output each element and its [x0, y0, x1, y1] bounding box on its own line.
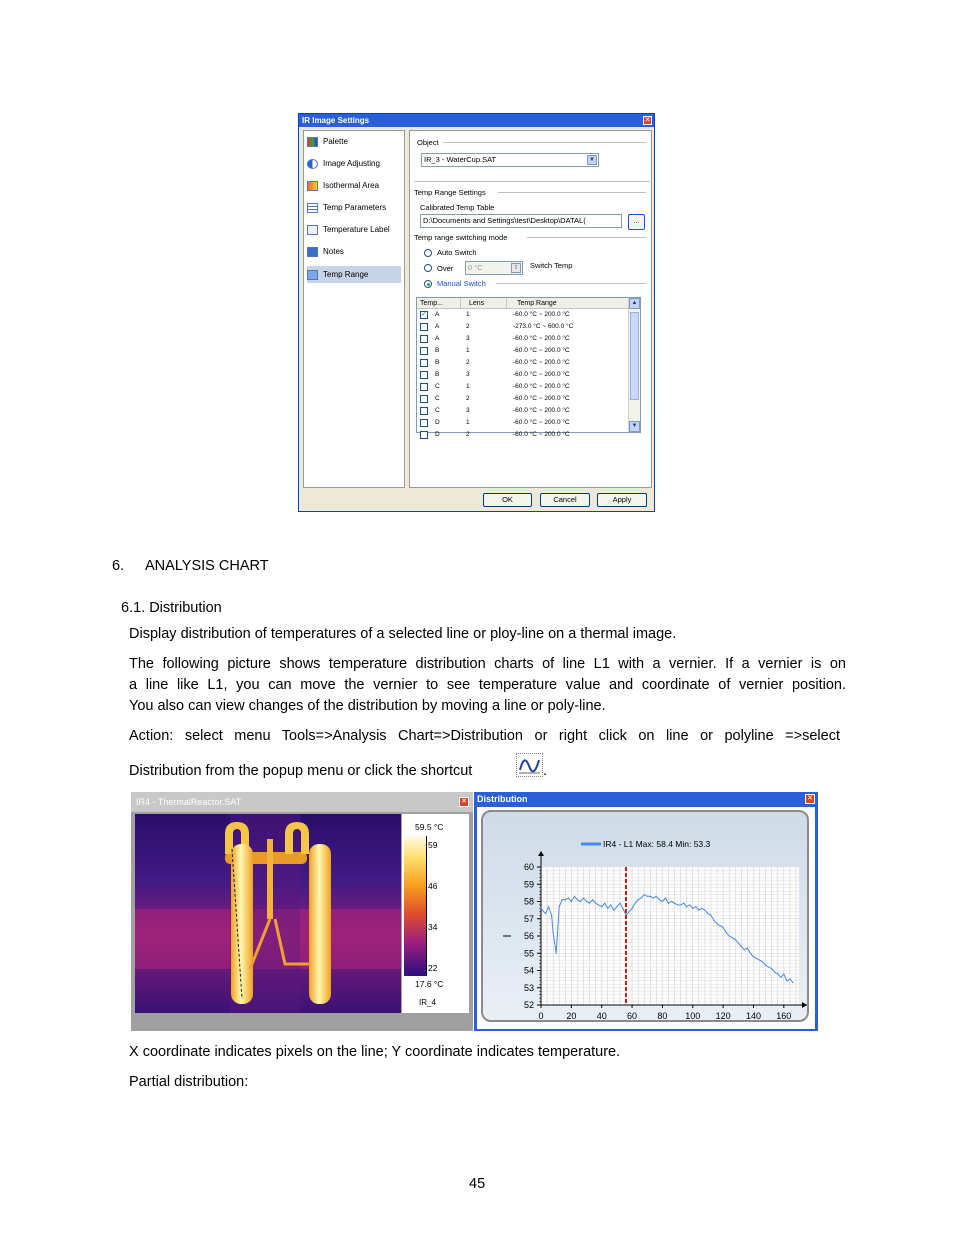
paragraph-3-line-1: Action: select menu Tools=>Analysis Chart=>Distribution or right click on line or polyline =>select [129, 728, 840, 744]
x-axis-arrow-icon [802, 1002, 807, 1008]
settings-nav [303, 130, 405, 488]
data-point [577, 899, 578, 900]
temp-range-settings-label: Temp Range Settings [414, 188, 486, 197]
temp-range-panel [409, 130, 652, 488]
y-tick-label: 58 [523, 896, 534, 907]
row-checkbox[interactable] [420, 431, 428, 439]
row-checkbox[interactable] [420, 419, 428, 427]
row-lens: 1 [466, 311, 470, 318]
data-point [698, 910, 699, 911]
row-temp-range: -60.0 °C ~ 200.0 °C [513, 383, 570, 390]
image-adjust-icon [307, 159, 318, 169]
data-point [680, 904, 681, 905]
data-point [589, 903, 590, 904]
over-temp-value: 0 °C [468, 263, 483, 272]
data-point [580, 901, 581, 902]
paragraph-3-line-2: Distribution from the popup menu or click the shortcut [129, 763, 473, 779]
data-point [562, 899, 563, 900]
browse-button[interactable]: ... [628, 214, 645, 230]
data-point [553, 932, 554, 933]
legend-tick: 22 [428, 963, 438, 973]
dialog-close-button[interactable]: ✕ [644, 117, 651, 124]
table-scrollbar[interactable] [628, 298, 640, 432]
scroll-down-icon[interactable]: ▼ [629, 421, 640, 432]
row-checkbox[interactable] [420, 371, 428, 379]
y-tick-label: 59 [523, 879, 534, 890]
data-point [595, 903, 596, 904]
col-header-lens[interactable]: Lens [461, 298, 507, 309]
data-point [601, 906, 602, 907]
notes-icon [307, 247, 318, 257]
col-header-temp[interactable]: Temp... [417, 298, 461, 309]
row-temp-range: -60.0 °C ~ 200.0 °C [513, 347, 570, 354]
row-lens: 2 [466, 323, 470, 330]
data-point [647, 896, 648, 897]
scroll-thumb[interactable] [630, 312, 639, 400]
data-point [774, 972, 775, 973]
data-point [780, 977, 781, 978]
nav-label: Temp Range [323, 270, 369, 279]
nav-label: Temp Parameters [323, 203, 387, 212]
section-title: ANALYSIS CHART [145, 558, 269, 574]
table-row[interactable] [417, 405, 629, 417]
nav-label: Temperature Label [323, 225, 390, 234]
y-tick-label: 60 [523, 862, 534, 872]
data-point [674, 903, 675, 904]
row-lens: 3 [466, 371, 470, 378]
data-point [701, 908, 702, 909]
close-icon[interactable]: ✕ [805, 794, 815, 804]
data-point [622, 908, 623, 909]
row-checkbox[interactable] [420, 383, 428, 391]
nav-label: Palette [323, 137, 348, 146]
distribution-chart[interactable] [483, 812, 807, 1020]
row-checkbox[interactable] [420, 347, 428, 355]
nav-label: Notes [323, 247, 344, 256]
auto-switch-label: Auto Switch [437, 248, 477, 257]
data-point [747, 947, 748, 948]
row-temp: C [435, 395, 440, 402]
row-temp: C [435, 383, 440, 390]
object-label: Object [417, 138, 439, 147]
y-tick-label: 52 [523, 1000, 534, 1010]
data-point [644, 894, 645, 895]
over-radio[interactable] [424, 264, 432, 272]
chart-caption: X coordinate indicates pixels on the line; Y coordinate indicates temperature. [129, 1044, 621, 1060]
paragraph-2-line-1: The following picture shows temperature distribution charts of line L1 with a vernier. If a vernier is on [129, 656, 846, 672]
row-temp: A [435, 335, 440, 342]
row-temp: C [435, 407, 440, 414]
calibrated-table-path-input[interactable]: D:\Documents and Settings\test\Desktop\DATAL( [420, 214, 622, 228]
nav-item-temp-range[interactable] [307, 266, 401, 283]
cancel-button[interactable]: Cancel [540, 493, 590, 507]
data-point [732, 937, 733, 938]
distribution-window-title: Distribution [477, 794, 528, 804]
row-lens: 1 [466, 347, 470, 354]
ir-image-settings-dialog [298, 113, 655, 512]
subsection-title: 6.1. Distribution [121, 600, 222, 616]
legend-label: IR4 - L1 Max: 58.4 Min: 53.3 [603, 839, 711, 849]
table-row[interactable] [417, 345, 629, 357]
data-point [650, 896, 651, 897]
x-tick-label: 40 [596, 1011, 607, 1021]
data-point [768, 966, 769, 967]
data-point [683, 903, 684, 904]
data-point [568, 897, 569, 898]
switch-temp-label: Switch Temp [530, 261, 573, 270]
row-temp: B [435, 371, 440, 378]
data-point [545, 913, 546, 914]
row-temp: A [435, 311, 440, 318]
x-tick-label: 20 [566, 1011, 577, 1021]
palette-icon [307, 137, 318, 147]
row-lens: 2 [466, 431, 470, 438]
data-point [574, 896, 575, 897]
row-checkbox[interactable] [420, 407, 428, 415]
data-point [571, 901, 572, 902]
data-point [692, 908, 693, 909]
data-point [750, 953, 751, 954]
paragraph-1: Display distribution of temperatures of a selected line or ploy-line on a thermal image. [129, 626, 677, 642]
distribution-shortcut-icon [516, 753, 543, 777]
data-point [741, 946, 742, 947]
data-point [656, 896, 657, 897]
row-temp-range: -60.0 °C ~ 200.0 °C [513, 431, 570, 438]
data-point [738, 942, 739, 943]
data-point [556, 953, 557, 954]
data-point [559, 906, 560, 907]
table-row[interactable] [417, 357, 629, 369]
nav-item-image-adjusting[interactable] [307, 157, 380, 171]
data-point [677, 904, 678, 905]
data-point [607, 908, 608, 909]
row-checkbox[interactable] [420, 359, 428, 367]
data-point [665, 897, 666, 898]
data-point [604, 903, 605, 904]
data-point [789, 979, 790, 980]
y-tick-label: 56 [523, 931, 534, 941]
data-point [792, 982, 793, 983]
x-tick-label: 120 [715, 1011, 731, 1021]
data-point [783, 973, 784, 974]
data-point [616, 906, 617, 907]
nav-item-notes[interactable] [307, 245, 344, 259]
data-point [671, 901, 672, 902]
data-point [653, 897, 654, 898]
color-scale-bar [404, 836, 426, 976]
data-point [726, 932, 727, 933]
nav-item-temperature-label[interactable] [307, 223, 390, 237]
paragraph-2-line-3: You also can view changes of the distribution by moving a line or poly-line. [129, 698, 606, 714]
table-row[interactable] [417, 429, 629, 441]
table-row[interactable] [417, 321, 629, 333]
data-point [686, 906, 687, 907]
ir-image-window [131, 792, 473, 1031]
partial-distribution-label: Partial distribution: [129, 1074, 249, 1090]
legend-tick: 59 [428, 840, 438, 850]
x-tick-label: 140 [745, 1011, 761, 1021]
data-point [771, 968, 772, 969]
legend-min-temp: 17.6 °C [415, 979, 444, 989]
data-point [641, 897, 642, 898]
calibrated-table-label: Calibrated Temp Table [420, 203, 495, 212]
nav-label: Isothermal Area [323, 181, 380, 190]
row-temp: B [435, 347, 440, 354]
data-point [659, 899, 660, 900]
paragraph-3-period: . [543, 763, 548, 779]
row-temp-range: -60.0 °C ~ 200.0 °C [513, 359, 570, 366]
data-point [704, 910, 705, 911]
nav-label: Image Adjusting [323, 159, 380, 168]
manual-switch-label: Manual Switch [437, 279, 486, 288]
data-point [762, 961, 763, 962]
row-lens: 3 [466, 407, 470, 414]
temp-range-table [416, 297, 641, 438]
data-point [586, 901, 587, 902]
data-point [551, 915, 552, 916]
row-temp-range: -60.0 °C ~ 200.0 °C [513, 371, 570, 378]
spinner-icon[interactable]: ⇕ [511, 263, 521, 273]
temp-range-icon [307, 270, 318, 280]
y-tick-label: 53 [523, 982, 534, 993]
page-number: 45 [469, 1176, 486, 1192]
data-point [592, 899, 593, 900]
distribution-window [474, 792, 818, 1031]
parameters-icon [307, 203, 318, 213]
data-point [695, 906, 696, 907]
x-tick-label: 100 [685, 1011, 701, 1021]
data-point [777, 973, 778, 974]
data-point [662, 901, 663, 902]
distribution-chart-card [481, 810, 809, 1022]
x-tick-label: 60 [627, 1011, 638, 1021]
row-temp-range: -60.0 °C ~ 200.0 °C [513, 407, 570, 414]
auto-switch-radio[interactable] [424, 249, 432, 257]
ir-window-title: IR4 - ThermalReactor.SAT [131, 792, 473, 812]
data-point [689, 904, 690, 905]
data-point [716, 923, 717, 924]
row-lens: 2 [466, 395, 470, 402]
row-checkbox[interactable]: ✓ [421, 311, 427, 318]
data-point [723, 927, 724, 928]
row-checkbox[interactable] [420, 395, 428, 403]
temperature-label-icon [307, 225, 318, 235]
nav-item-temp-parameters[interactable] [307, 201, 386, 215]
row-checkbox[interactable] [420, 323, 428, 331]
scroll-up-icon[interactable]: ▲ [629, 298, 640, 309]
data-point [735, 939, 736, 940]
data-point [668, 903, 669, 904]
y-tick-label: 54 [523, 965, 534, 976]
x-tick-label: 160 [776, 1011, 792, 1021]
data-point [753, 956, 754, 957]
data-point [610, 904, 611, 905]
object-select-value: IR_3 - WaterCup.SAT [424, 155, 497, 164]
data-point [710, 915, 711, 916]
table-row[interactable] [417, 393, 629, 405]
row-temp: D [435, 419, 440, 426]
row-lens: 1 [466, 383, 470, 390]
y-tick-label: 55 [523, 948, 534, 959]
row-temp-range: -273.0 °C ~ 600.0 °C [513, 323, 574, 330]
data-point [540, 908, 541, 909]
x-tick-label: 80 [657, 1011, 668, 1021]
data-point [638, 899, 639, 900]
data-point [565, 899, 566, 900]
data-point [759, 960, 760, 961]
paragraph-2-line-2: a line like L1, you can move the vernier to see temperature value and coordinate of vernier position. [129, 677, 846, 693]
data-point [713, 920, 714, 921]
x-tick-label: 0 [538, 1011, 544, 1021]
nav-item-palette[interactable] [307, 135, 348, 149]
dialog-title: IR Image Settings [299, 114, 654, 127]
nav-item-isothermal-area[interactable] [307, 179, 379, 193]
row-temp-range: -60.0 °C ~ 200.0 °C [513, 335, 570, 342]
row-temp: D [435, 431, 440, 438]
data-point [786, 980, 787, 981]
data-point [628, 911, 629, 912]
thermal-image[interactable] [135, 814, 401, 1013]
legend-tick: 34 [428, 922, 438, 932]
close-icon[interactable]: ✕ [459, 797, 469, 807]
chevron-down-icon[interactable]: ▼ [587, 155, 597, 165]
row-lens: 1 [466, 419, 470, 426]
data-point [744, 949, 745, 950]
data-point [634, 903, 635, 904]
table-row[interactable] [417, 381, 629, 393]
data-point [613, 910, 614, 911]
data-point [598, 904, 599, 905]
temperature-legend [402, 814, 469, 1013]
y-tick-label: 57 [523, 913, 534, 924]
data-point [729, 935, 730, 936]
data-point [707, 913, 708, 914]
data-point [631, 908, 632, 909]
data-point [548, 906, 549, 907]
legend-max-temp: 59.5 °C [415, 822, 444, 832]
table-row[interactable] [417, 417, 629, 429]
over-temp-input[interactable] [465, 261, 523, 275]
data-point [583, 897, 584, 898]
data-point [619, 903, 620, 904]
data-point [756, 958, 757, 959]
section-number: 6. [112, 558, 125, 574]
row-temp-range: -60.0 °C ~ 200.0 °C [513, 311, 570, 318]
image-name-label: IR_4 [419, 998, 436, 1007]
y-axis-arrow-icon [538, 851, 544, 856]
row-checkbox[interactable] [420, 335, 428, 343]
isothermal-icon [307, 181, 318, 191]
data-point [719, 925, 720, 926]
col-header-temp-range[interactable]: Temp Range [507, 298, 630, 309]
ok-button[interactable]: OK [483, 493, 532, 507]
manual-switch-radio[interactable] [424, 280, 432, 288]
apply-button[interactable]: Apply [597, 493, 647, 507]
data-point [765, 965, 766, 966]
row-temp: B [435, 359, 440, 366]
object-select[interactable] [421, 153, 599, 167]
table-row[interactable] [417, 309, 629, 321]
over-label: Over [437, 264, 454, 273]
row-temp-range: -60.0 °C ~ 200.0 °C [513, 419, 570, 426]
row-temp-range: -60.0 °C ~ 200.0 °C [513, 395, 570, 402]
legend-tick: 46 [428, 881, 438, 891]
switching-mode-label: Temp range switching mode [414, 233, 508, 242]
row-lens: 3 [466, 335, 470, 342]
table-row[interactable] [417, 333, 629, 345]
row-temp: A [435, 323, 440, 330]
row-lens: 2 [466, 359, 470, 366]
table-row[interactable] [417, 369, 629, 381]
